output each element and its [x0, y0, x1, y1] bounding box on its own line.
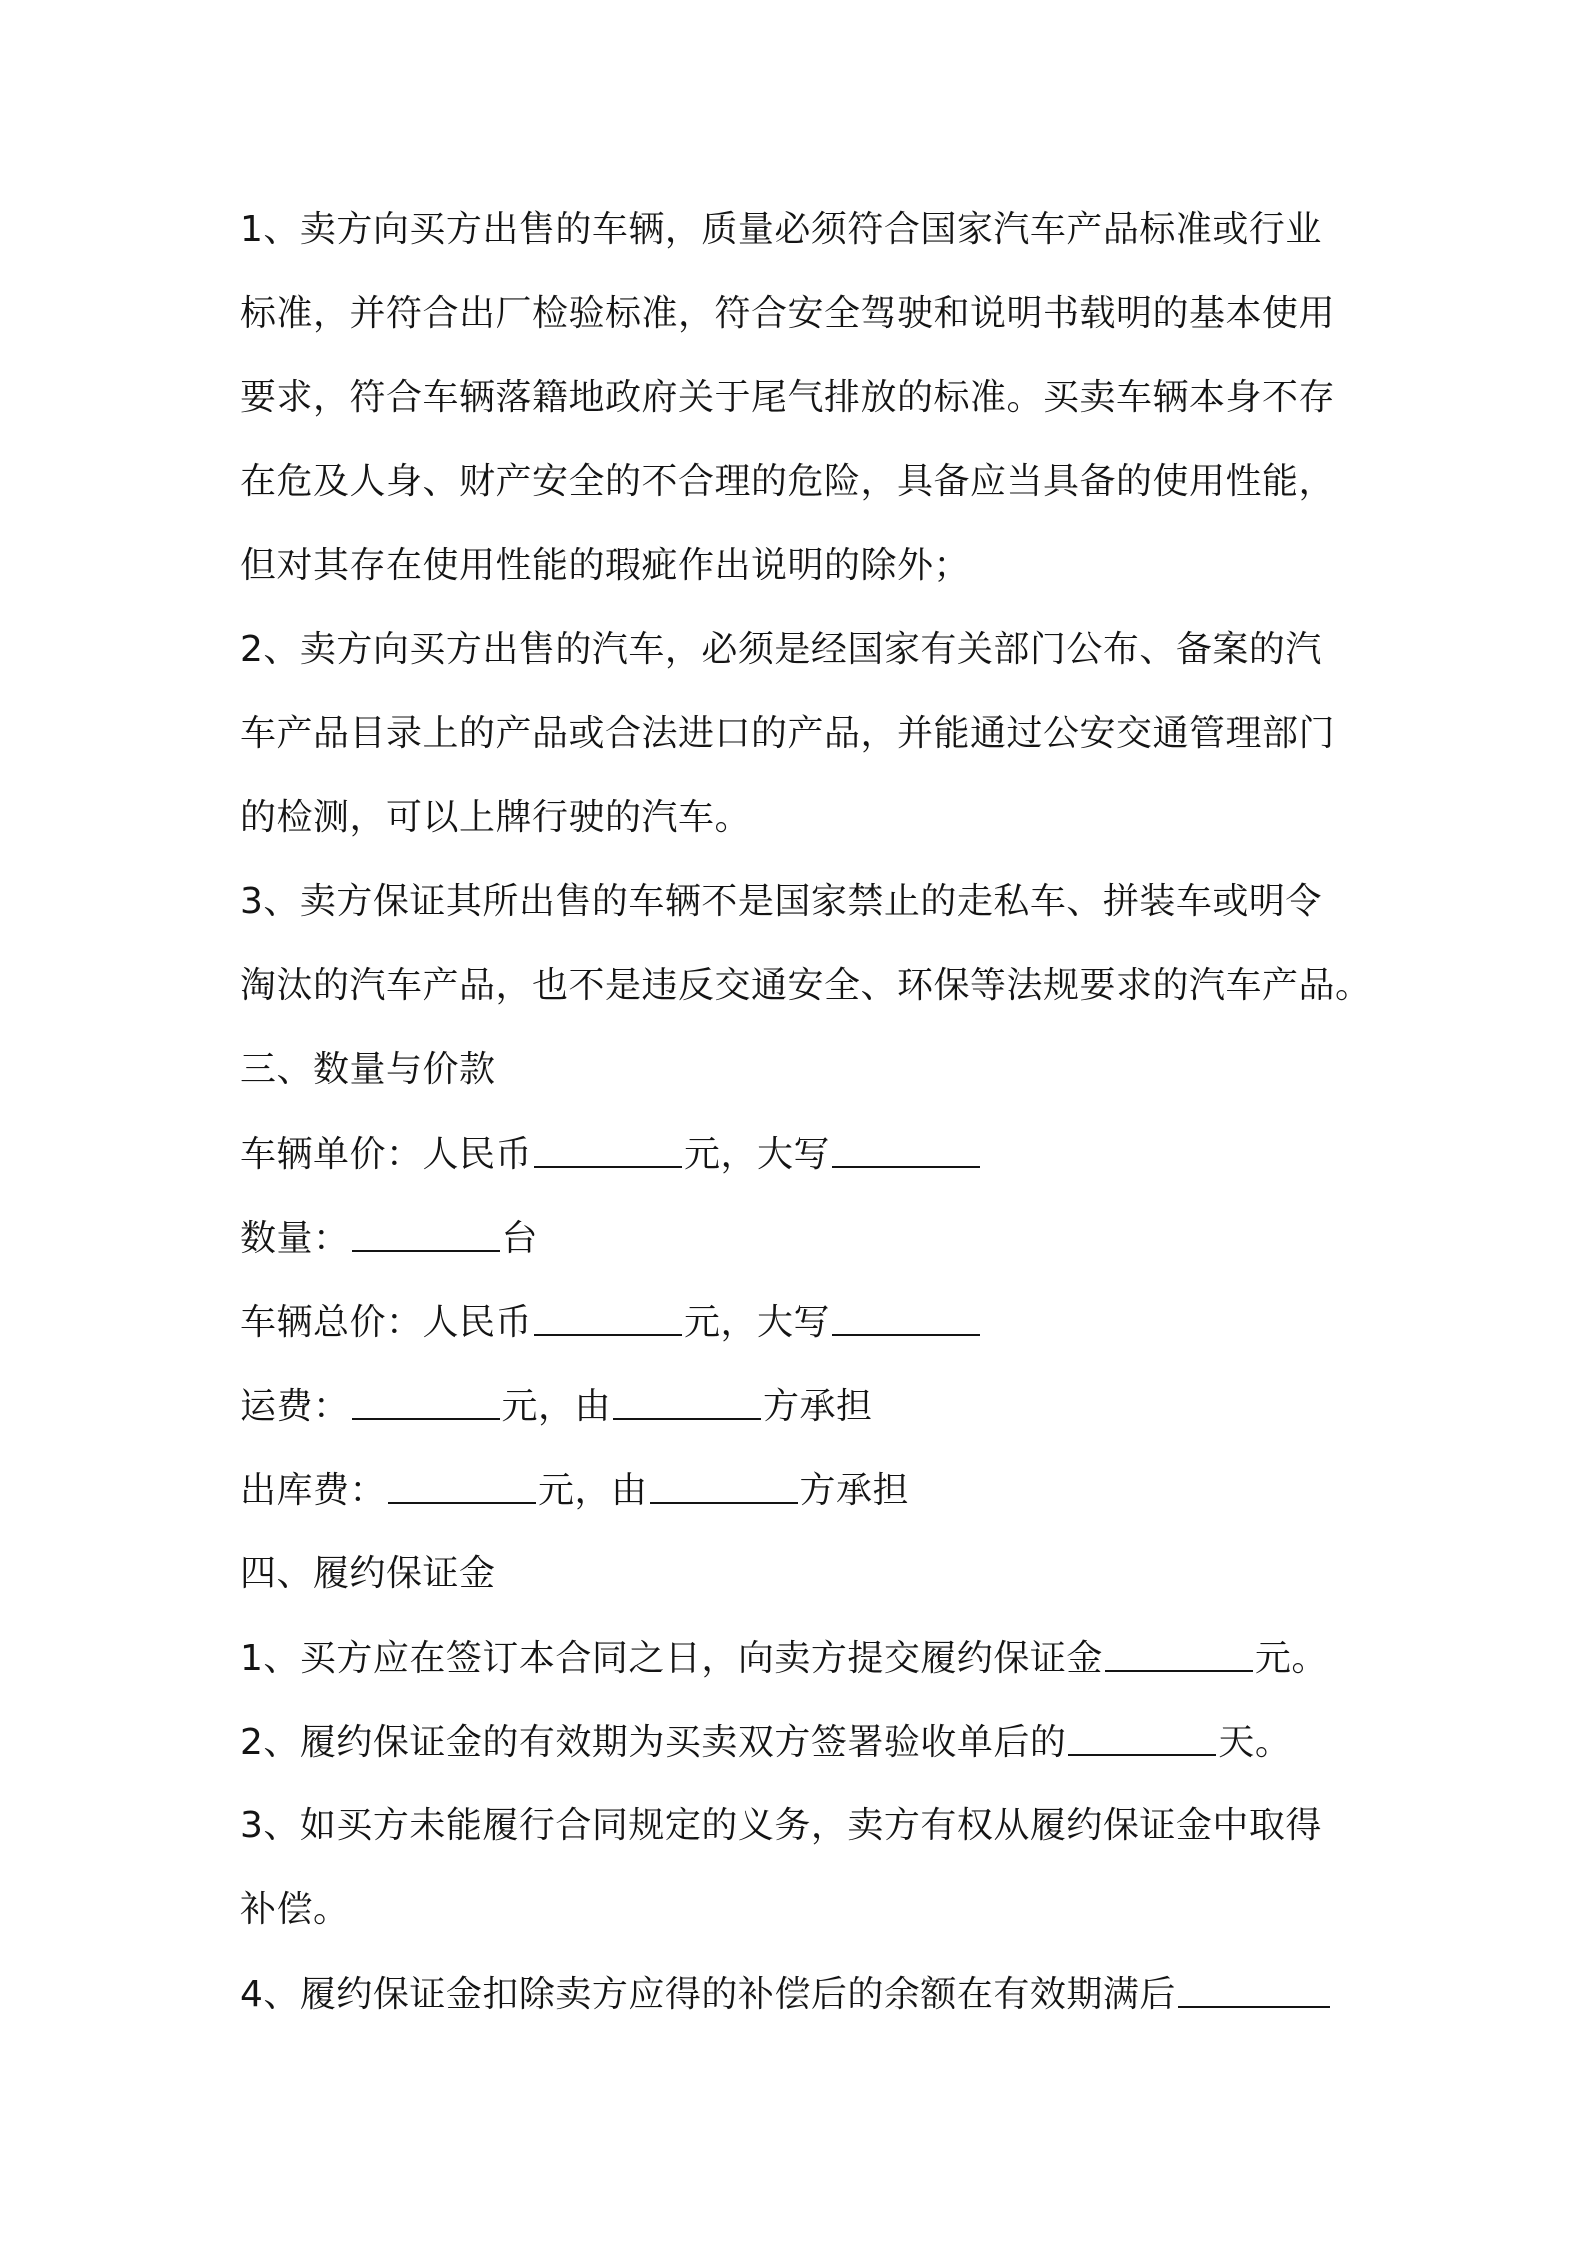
text-run: 在危及人身、财产安全的不合理的危险，具备应当具备的使用性能， [240, 461, 1336, 502]
fill-in-blank[interactable] [832, 1130, 980, 1168]
fill-in-blank[interactable] [1105, 1634, 1253, 1672]
field-label: 数量： [240, 1218, 350, 1259]
text-run: 3、卖方保证其所出售的车辆不是国家禁止的走私车、拼装车或明令 [240, 881, 1322, 922]
form-line-warehouse-fee [240, 1466, 1360, 1514]
field-label: 元，大写 [684, 1134, 831, 1175]
paragraph-line [240, 1886, 1360, 1934]
text-run: 2、履约保证金的有效期为买卖双方签署验收单后的 [240, 1722, 1067, 1763]
section-heading [240, 1550, 1360, 1598]
paragraph-line [240, 1718, 1360, 1766]
field-label: 方承担 [799, 1470, 910, 1511]
text-run: 1、买方应在签订本合同之日，向卖方提交履约保证金 [240, 1638, 1103, 1679]
paragraph-line [240, 794, 1360, 842]
section-heading [240, 1046, 1360, 1094]
field-label: 元，由 [538, 1470, 648, 1511]
form-line-total-price [240, 1298, 1360, 1346]
form-line-quantity [240, 1214, 1360, 1262]
field-label: 出库费： [240, 1470, 387, 1511]
paragraph-line [240, 1802, 1360, 1850]
paragraph-line [240, 962, 1372, 1010]
text-run: 天。 [1218, 1722, 1292, 1763]
fill-in-blank[interactable] [534, 1298, 682, 1336]
text-run: 要求，符合车辆落籍地政府关于尾气排放的标准。买卖车辆本身不存 [240, 377, 1336, 418]
field-label: 台 [501, 1218, 539, 1259]
paragraph-line [240, 542, 1360, 590]
paragraph-line [240, 290, 1360, 338]
paragraph-line [240, 878, 1360, 926]
text-run: 淘汰的汽车产品，也不是违反交通安全、环保等法规要求的汽车产品。 [240, 965, 1372, 1006]
form-line-unit-price [240, 1130, 1360, 1178]
heading-text: 三、数量与价款 [240, 1049, 496, 1090]
paragraph-line [240, 1634, 1360, 1682]
text-run: 3、如买方未能履行合同规定的义务，卖方有权从履约保证金中取得 [240, 1805, 1322, 1846]
text-run: 补偿。 [240, 1889, 350, 1930]
paragraph-line [240, 374, 1360, 422]
fill-in-blank[interactable] [650, 1466, 798, 1504]
fill-in-blank[interactable] [1178, 1970, 1330, 2008]
paragraph-line [240, 710, 1360, 758]
field-label: 车辆总价：人民币 [240, 1302, 533, 1343]
text-run: 4、履约保证金扣除卖方应得的补偿后的余额在有效期满后 [240, 1974, 1176, 2015]
paragraph-line [240, 206, 1360, 254]
field-label: 元，由 [501, 1386, 612, 1427]
text-run: 的检测，可以上牌行驶的汽车。 [240, 797, 752, 838]
field-label: 运费： [240, 1386, 350, 1427]
form-line-freight [240, 1382, 1360, 1430]
fill-in-blank[interactable] [352, 1382, 500, 1420]
text-run: 但对其存在使用性能的瑕疵作出说明的除外； [240, 545, 971, 586]
field-label: 元，大写 [684, 1302, 831, 1343]
fill-in-blank[interactable] [352, 1214, 500, 1252]
text-run: 元。 [1254, 1638, 1328, 1679]
paragraph-line [240, 1970, 1360, 2018]
fill-in-blank[interactable] [388, 1466, 536, 1504]
text-run: 2、卖方向买方出售的汽车，必须是经国家有关部门公布、备案的汽 [240, 629, 1322, 670]
field-label: 车辆单价：人民币 [240, 1134, 533, 1175]
fill-in-blank[interactable] [1068, 1718, 1216, 1756]
fill-in-blank[interactable] [534, 1130, 682, 1168]
fill-in-blank[interactable] [613, 1382, 761, 1420]
text-run: 车产品目录上的产品或合法进口的产品，并能通过公安交通管理部门 [240, 713, 1336, 754]
paragraph-line [240, 458, 1360, 506]
text-run: 1、卖方向买方出售的车辆，质量必须符合国家汽车产品标准或行业 [240, 209, 1322, 250]
text-run: 标准，并符合出厂检验标准，符合安全驾驶和说明书载明的基本使用 [240, 293, 1336, 334]
heading-text: 四、履约保证金 [240, 1553, 496, 1594]
fill-in-blank[interactable] [832, 1298, 980, 1336]
paragraph-line [240, 626, 1360, 674]
field-label: 方承担 [763, 1386, 873, 1427]
